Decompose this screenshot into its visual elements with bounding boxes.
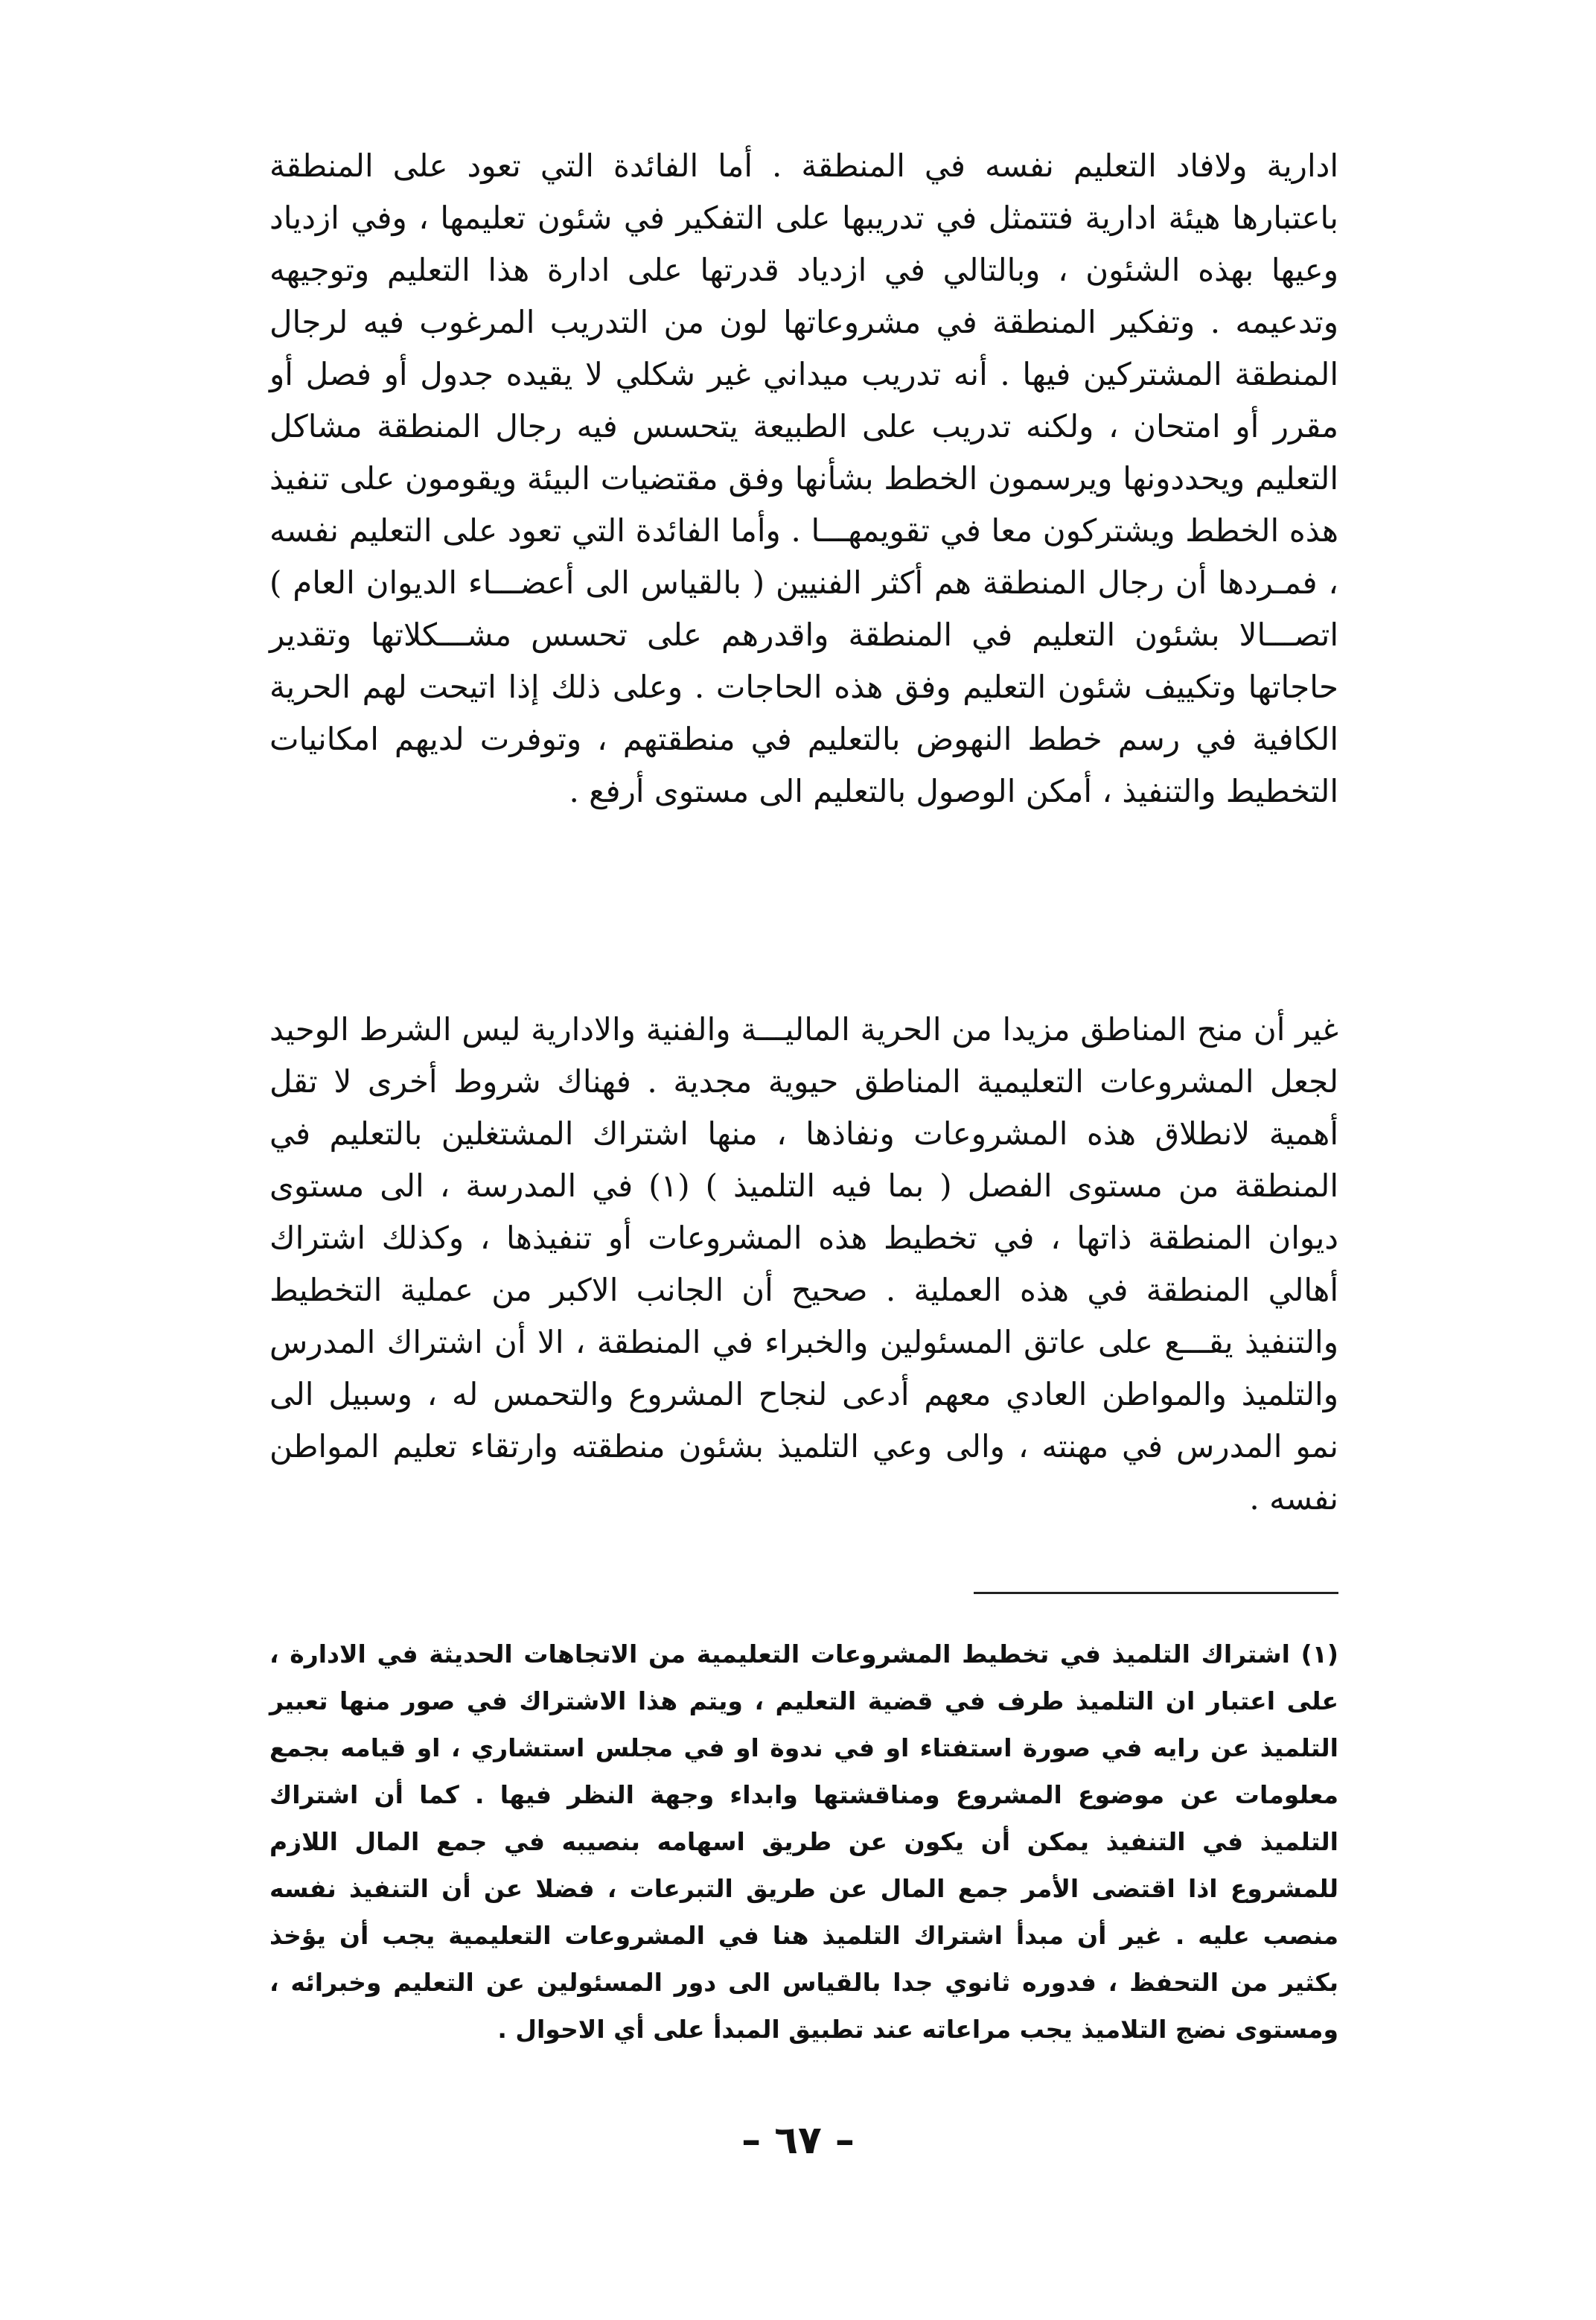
page-number: – ٦٧ – bbox=[741, 2118, 855, 2163]
footnote-separator bbox=[974, 1592, 1338, 1594]
body-paragraph-2: غير أن منح المناطق مزيدا من الحرية الماليـــة والفنية والادارية ليس الشرط الوحيد لجعل المشروعات التعليمية المناطق حيوية مجدية . فهناك شروط أخرى لا تقل أهمية لانطلاق هذه المشروعات ونفاذها ، منها اشتراك المشتغلين بالتعليم في المنطقة من مستوى الفصل ( بما فيه التلميذ ) (١) في المدرسة ، الى مستوى ديوان المنطقة ذاتها ، في تخطيط هذه المشروعات أو تنفيذها ، وكذلك اشتراك أهالي المنطقة في هذه العملية . صحيح أن الجانب الاكبر من عملية التخطيط والتنفيذ يقـــع على عاتق المسئولين والخبراء في المنطقة ، الا أن اشتراك المدرس والتلميذ والمواطن العادي معهم أدعى لنجاح المشروع والتحمس له ، وسبيل الى نمو المدرس في مهنته ، والى وعي التلميذ بشئون منطقته وارتقاء تعليم المواطن نفسه . bbox=[269, 1011, 1338, 1517]
footnote: (١) اشتراك التلميذ في تخطيط المشروعات التعليمية من الاتجاهات الحديثة في الادارة ، على اعتبار ان التلميذ طرف في قضية التعليم ، ويتم هذا الاشتراك في صور منها تعبير التلميذ عن رايه في صورة استفتاء او في ندوة او في مجلس استشاري ، او قيامه بجمع معلومات عن موضوع المشروع ومناقشتها وابداء وجهة النظر فيها . كما أن اشتراك التلميذ في التنفيذ يمكن أن يكون عن طريق اسهامه بنصيبه في جمع المال اللازم للمشروع اذا اقتضى الأمر جمع المال عن طريق التبرعات ، فضلا عن أن التنفيذ نفسه منصب عليه . غير أن مبدأ اشتراك التلميذ هنا في المشروعات التعليمية يجب أن يؤخذ بكثير من التحفظ ، فدوره ثانوي جدا بالقياس الى دور المسئولين عن التعليم وخبرائه ، ومستوى نضج التلاميذ يجب مراعاته عند تطبيق المبدأ على أي الاحوال . bbox=[269, 1639, 1338, 2044]
body-paragraph-1: ادارية ولافاد التعليم نفسه في المنطقة . أما الفائدة التي تعود على المنطقة باعتبارها هيئة ادارية فتتمثل في تدريبها على التفكير في شئون تعليمها ، وفي ازدياد وعيها بهذه الشئون ، وبالتالي في ازدياد قدرتها على ادارة هذا التعليم وتوجيهه وتدعيمه . وتفكير المنطقة في مشروعاتها لون من التدريب المرغوب فيه لرجال المنطقة المشتركين فيها . أنه تدريب ميداني غير شكلي لا يقيده جدول أو فصل أو مقرر أو امتحان ، ولكنه تدريب على الطبيعة يتحسس فيه رجال المنطقة مشاكل التعليم ويحددونها ويرسمون الخطط بشأنها وفق مقتضيات البيئة ويقومون على تنفيذ هذه الخطط ويشتركون معا في تقويمهـــا . وأما الفائدة التي تعود على التعليم نفسه ، فمـردها أن رجال المنطقة هم أكثر الفنيين ( بالقياس الى أعضـــاء الديوان العام ) اتصـــالا بشئون التعليم في المنطقة واقدرهم على تحسس مشـــكلاتها وتقدير حاجاتها وتكييف شئون التعليم وفق هذه الحاجات . وعلى ذلك إذا اتيحت لهم الحرية الكافية في رسم خطط النهوض بالتعليم في منطقتهم ، وتوفرت لديهم امكانيات التخطيط والتنفيذ ، أمكن الوصول بالتعليم الى مستوى أرفع . bbox=[269, 147, 1338, 809]
